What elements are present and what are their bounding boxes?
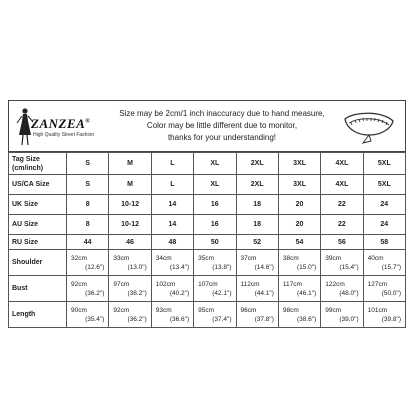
table-cell: 46 <box>109 235 151 250</box>
cm-value: 33cm <box>113 254 130 262</box>
row-label <box>9 153 67 175</box>
measurement-notice <box>109 101 335 151</box>
inch-value: (37.8") <box>254 315 274 323</box>
inch-value: (15.7") <box>381 263 401 271</box>
brand-logo <box>31 116 90 132</box>
table-cell: 5XL <box>363 175 405 195</box>
table-cell: 5XL <box>363 153 405 175</box>
table-cell: 10-12 <box>109 215 151 235</box>
notice-line: thanks for your understanding! <box>167 133 277 142</box>
table-row-au <box>9 215 406 235</box>
inch-value: (39.0") <box>339 315 359 323</box>
brand-tagline: High Quality Street Fashion <box>33 132 95 138</box>
row-label: RU Size <box>9 235 67 250</box>
registered-mark: ® <box>85 118 91 125</box>
cm-value: 34cm <box>155 254 172 262</box>
table-cell <box>278 250 320 276</box>
cm-value: 97cm <box>113 280 130 288</box>
cm-value: 32cm <box>71 254 87 262</box>
table-row-uk <box>9 195 406 215</box>
cm-value: 40cm <box>367 254 384 262</box>
cm-value: 101cm <box>367 306 388 314</box>
table-row-bust <box>9 276 406 302</box>
table-cell: 20 <box>278 195 320 215</box>
table-cell: L <box>151 153 193 175</box>
inch-value: (48.0") <box>339 289 359 297</box>
table-cell: 22 <box>321 215 363 235</box>
row-label: Length <box>9 302 67 328</box>
table-cell <box>67 250 109 276</box>
table-cell: 24 <box>363 195 405 215</box>
table-cell <box>321 302 363 328</box>
inch-value: (50.0") <box>381 289 401 297</box>
inch-value: (40.2") <box>169 289 190 297</box>
row-label: Shoulder <box>9 250 67 276</box>
table-cell <box>363 302 405 328</box>
inch-value: (46.1") <box>296 289 317 297</box>
inch-value: (14.6") <box>254 263 274 271</box>
inch-value: (38.2") <box>127 289 147 297</box>
table-cell: 10-12 <box>109 195 151 215</box>
tag-size-label: Tag Size <box>12 155 40 163</box>
row-label: US/CA Size <box>9 175 67 195</box>
table-cell: 58 <box>363 235 405 250</box>
table-cell: 44 <box>67 235 109 250</box>
cm-value: 37cm <box>240 254 257 262</box>
inch-value: (44.1") <box>254 289 274 297</box>
table-cell: 3XL <box>278 153 320 175</box>
table-cell <box>363 250 405 276</box>
cm-value: 92cm <box>113 306 130 314</box>
table-cell <box>363 276 405 302</box>
table-cell <box>236 250 278 276</box>
table-cell: 2XL <box>236 153 278 175</box>
table-cell <box>67 276 109 302</box>
table-cell <box>109 302 151 328</box>
cm-value: 93cm <box>155 306 172 314</box>
table-cell <box>278 302 320 328</box>
table-cell <box>194 250 236 276</box>
table-cell <box>194 276 236 302</box>
notice-line: Color may be little different due to monitor, <box>146 121 298 130</box>
inch-value: (13.8") <box>212 263 232 271</box>
table-row-ru <box>9 235 406 250</box>
table-cell: M <box>109 175 151 195</box>
inch-value: (36.6") <box>169 315 190 323</box>
cm-value: 102cm <box>155 280 176 288</box>
table-cell: 16 <box>194 215 236 235</box>
brand-name: ZANZEA <box>31 116 86 131</box>
table-cell: 20 <box>278 215 320 235</box>
inch-value: (36.2") <box>85 289 105 297</box>
inch-value: (35.4") <box>85 315 105 323</box>
table-cell <box>151 276 193 302</box>
table-cell: XL <box>194 175 236 195</box>
table-cell: L <box>151 175 193 195</box>
table-cell <box>109 276 151 302</box>
cm-value: 98cm <box>282 306 299 314</box>
cm-value: 38cm <box>282 254 299 262</box>
table-cell: 24 <box>363 215 405 235</box>
table-cell: S <box>67 175 109 195</box>
cm-value: 96cm <box>240 306 257 314</box>
cm-value: 92cm <box>71 280 87 288</box>
table-cell: 52 <box>236 235 278 250</box>
table-cell: 48 <box>151 235 193 250</box>
table-cell: 50 <box>194 235 236 250</box>
cm-value: 107cm <box>198 280 218 288</box>
table-cell: 4XL <box>321 175 363 195</box>
row-label: AU Size <box>9 215 67 235</box>
inch-value: (15.0") <box>296 263 317 271</box>
inch-value: (42.1") <box>212 289 232 297</box>
inch-value: (38.6") <box>296 315 317 323</box>
table-row-tag-size <box>9 153 406 175</box>
table-cell: 18 <box>236 195 278 215</box>
logo-cell <box>9 101 109 151</box>
table-cell <box>321 250 363 276</box>
table-cell: 14 <box>151 195 193 215</box>
cm-value: 127cm <box>367 280 388 288</box>
table-cell: 8 <box>67 215 109 235</box>
inch-value: (13.4") <box>169 263 190 271</box>
table-cell <box>278 276 320 302</box>
table-row-shoulder <box>9 250 406 276</box>
table-cell: 22 <box>321 195 363 215</box>
table-cell <box>236 276 278 302</box>
table-cell <box>194 302 236 328</box>
tag-size-unit: (cm/inch) <box>12 164 44 172</box>
cm-value: 90cm <box>71 306 87 314</box>
table-cell <box>109 250 151 276</box>
table-cell <box>236 302 278 328</box>
table-cell: 8 <box>67 195 109 215</box>
table-cell: 16 <box>194 195 236 215</box>
table-cell: S <box>67 153 109 175</box>
size-chart-header <box>8 100 406 152</box>
cm-value: 117cm <box>282 280 302 288</box>
cm-value: 95cm <box>198 306 215 314</box>
table-cell: 18 <box>236 215 278 235</box>
row-label: UK Size <box>9 195 67 215</box>
cm-value: 39cm <box>325 254 342 262</box>
table-cell <box>321 276 363 302</box>
table-cell: 2XL <box>236 175 278 195</box>
table-cell: M <box>109 153 151 175</box>
table-cell: 3XL <box>278 175 320 195</box>
inch-value: (15.4") <box>339 263 359 271</box>
table-cell <box>151 250 193 276</box>
inch-value: (39.8") <box>381 315 401 323</box>
cm-value: 35cm <box>198 254 215 262</box>
inch-value: (12.6") <box>85 263 105 271</box>
measuring-tape-icon <box>341 109 397 145</box>
cm-value: 99cm <box>325 306 342 314</box>
tape-cell <box>335 101 405 151</box>
inch-value: (13.0") <box>127 263 147 271</box>
table-cell: XL <box>194 153 236 175</box>
table-cell: 14 <box>151 215 193 235</box>
table-cell: 56 <box>321 235 363 250</box>
size-table <box>8 152 406 328</box>
table-row-length <box>9 302 406 328</box>
table-cell <box>151 302 193 328</box>
table-cell: 4XL <box>321 153 363 175</box>
table-cell: 54 <box>278 235 320 250</box>
inch-value: (37.4") <box>212 315 232 323</box>
row-label: Bust <box>9 276 67 302</box>
cm-value: 112cm <box>240 280 260 288</box>
inch-value: (36.2") <box>127 315 147 323</box>
cm-value: 122cm <box>325 280 345 288</box>
table-row-us-ca <box>9 175 406 195</box>
table-cell <box>67 302 109 328</box>
notice-line: Size may be 2cm/1 inch inaccuracy due to hand measure, <box>119 109 325 118</box>
